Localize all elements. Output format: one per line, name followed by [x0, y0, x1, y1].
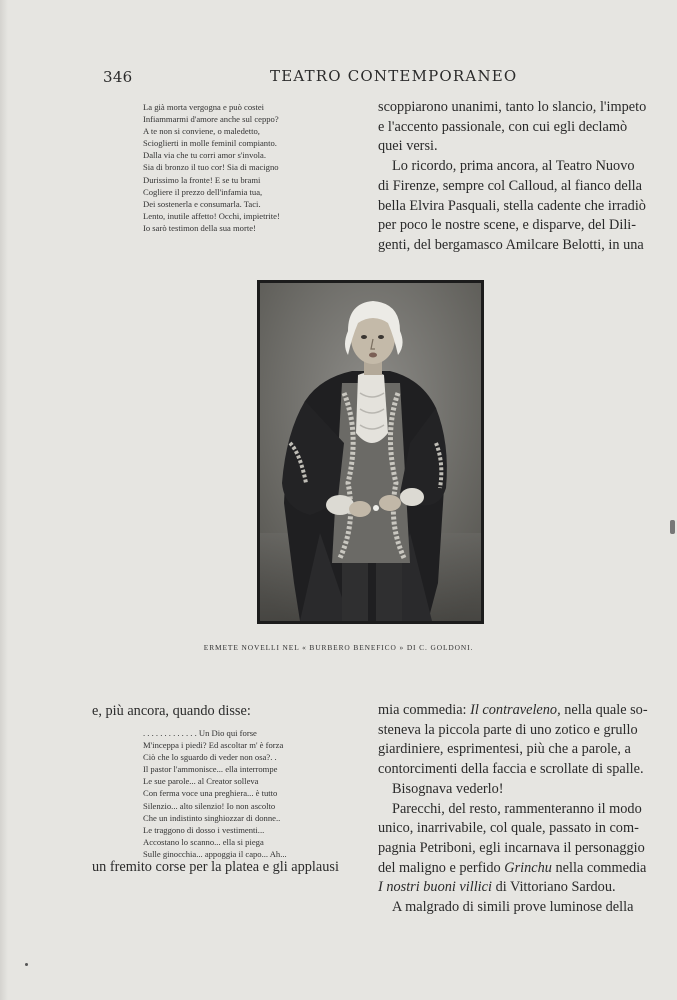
- verse-top: [143, 101, 280, 234]
- verse-line: Che un indistinto singhiozzar di donne..: [143, 812, 281, 823]
- prose-right-top: [378, 98, 648, 256]
- verse-line: Le sue parole... al Creator solleva: [143, 776, 259, 787]
- verse-line: M'inceppa i piedi? Ed ascoltar m' è forza: [143, 740, 284, 751]
- prose-line: genti, del bergamasco Amilcare Belotti, in una: [378, 236, 644, 253]
- prose-line: e l'accento passionale, con cui egli declamò: [378, 118, 628, 135]
- verse-line: A te non si conviene, o maledetto,: [143, 126, 260, 137]
- prose-left-intro: e, più ancora, quando disse:: [92, 703, 251, 719]
- verse-line: Scioglierti in molle feminil compianto.: [143, 138, 277, 149]
- verse-line: Durissimo la fronte! E se tu brami: [143, 174, 261, 185]
- prose-line: pagnia Petriboni, egli incarnava il personaggio: [378, 839, 645, 856]
- verse-line: Lento, inutile affetto! Occhi, impietrite!: [143, 210, 280, 221]
- verse-line: Cogliere il prezzo dell'infamia tua,: [143, 186, 263, 197]
- prose-right-bottom: [378, 701, 650, 918]
- verse-line: Le traggono di dosso i vestimenti...: [143, 824, 265, 835]
- page-edge: [0, 0, 8, 1000]
- prose-text: di Vittoriano Sardou.: [495, 879, 616, 896]
- prose-text: nella quale so-: [564, 702, 648, 718]
- play-title-nostri-buoni-villici: I nostri buoni villici: [378, 879, 492, 896]
- prose-line: per poco le nostre scene, e disparve, del Dili-: [378, 217, 637, 234]
- play-title-contraveleno: Il contraveleno,: [470, 702, 561, 718]
- verse-line: Con ferma voce una preghiera... è tutto: [143, 788, 278, 799]
- verse-line: Silenzio... alto silenzio! Io non ascolto: [143, 800, 276, 811]
- verse-line: Dalla via che tu corri amor s'invola.: [143, 150, 267, 161]
- prose-line: giardiniere, esprimentesi, più che a parole, a: [378, 741, 631, 758]
- actor-portrait-image: [260, 283, 481, 621]
- prose-left-outro: un fremito corse per la platea e gli applausi: [92, 859, 339, 875]
- verse-line: Sulle ginocchia... appoggia il capo... Ah...: [143, 848, 287, 859]
- verse-line: Accostano lo scanno... ella si piega: [143, 836, 264, 847]
- prose-line: Bisognava vederlo!: [392, 780, 504, 797]
- prose-line: Lo ricordo, prima ancora, al Teatro Nuovo: [392, 158, 635, 175]
- prose-line: [378, 701, 650, 721]
- prose-text: nella commedia: [555, 859, 647, 876]
- prose-line: Parecchi, del resto, rammenteranno il modo: [392, 800, 642, 817]
- verse-line: Infiammarmi d'amore anche sul ceppo?: [143, 114, 279, 125]
- prose-line: [378, 878, 650, 898]
- verse-line: . . . . . . . . . . . . . Un Dio qui forse: [143, 728, 257, 738]
- character-name-grinchu: Grinchu: [504, 859, 552, 876]
- prose-text: mia commedia:: [378, 702, 467, 718]
- verse-line: Sia di bronzo il tuo cor! Sia di macigno: [143, 162, 279, 173]
- verse-line: Dei sostenerla e consumarla. Taci.: [143, 198, 261, 209]
- prose-line: unico, inarrivabile, col quale, passato in com-: [378, 820, 639, 837]
- verse-line: Il pastor l'ammonisce... ella interrompe: [143, 764, 278, 775]
- page-number: 346: [103, 68, 133, 86]
- verse-line: La già morta vergogna e può costei: [143, 102, 265, 112]
- prose-text: del maligno e perfido: [378, 859, 501, 876]
- photograph-ermete-novelli: [257, 280, 484, 624]
- prose-line: A malgrado di simili prove luminose della: [392, 899, 634, 916]
- prose-line: quei versi.: [378, 138, 438, 155]
- prose-line: contorcimenti della faccia e scrollate di spalle.: [378, 761, 644, 778]
- prose-line: steneva la piccola parte di uno zotico e grullo: [378, 721, 638, 738]
- paper-speck: [25, 963, 28, 966]
- prose-line: scoppiarono unanimi, tanto lo slancio, l'impeto: [378, 99, 647, 115]
- verse-line: Ciò che lo sguardo di veder non osa?. .: [143, 752, 277, 763]
- prose-line: [378, 859, 650, 879]
- prose-line: di Firenze, sempre col Calloud, al fianco della: [378, 177, 643, 194]
- verse-line: Io sarò testimon della sua morte!: [143, 222, 256, 233]
- photo-caption: ERMETE NOVELLI NEL « BURBERO BENEFICO » DI C. GOLDONI.: [203, 643, 474, 652]
- verse-bottom: [143, 727, 287, 860]
- running-title: TEATRO CONTEMPORANEO: [270, 67, 518, 85]
- paper-mark: [670, 520, 675, 534]
- prose-line: bella Elvira Pasquali, stella cadente che irradiò: [378, 197, 646, 214]
